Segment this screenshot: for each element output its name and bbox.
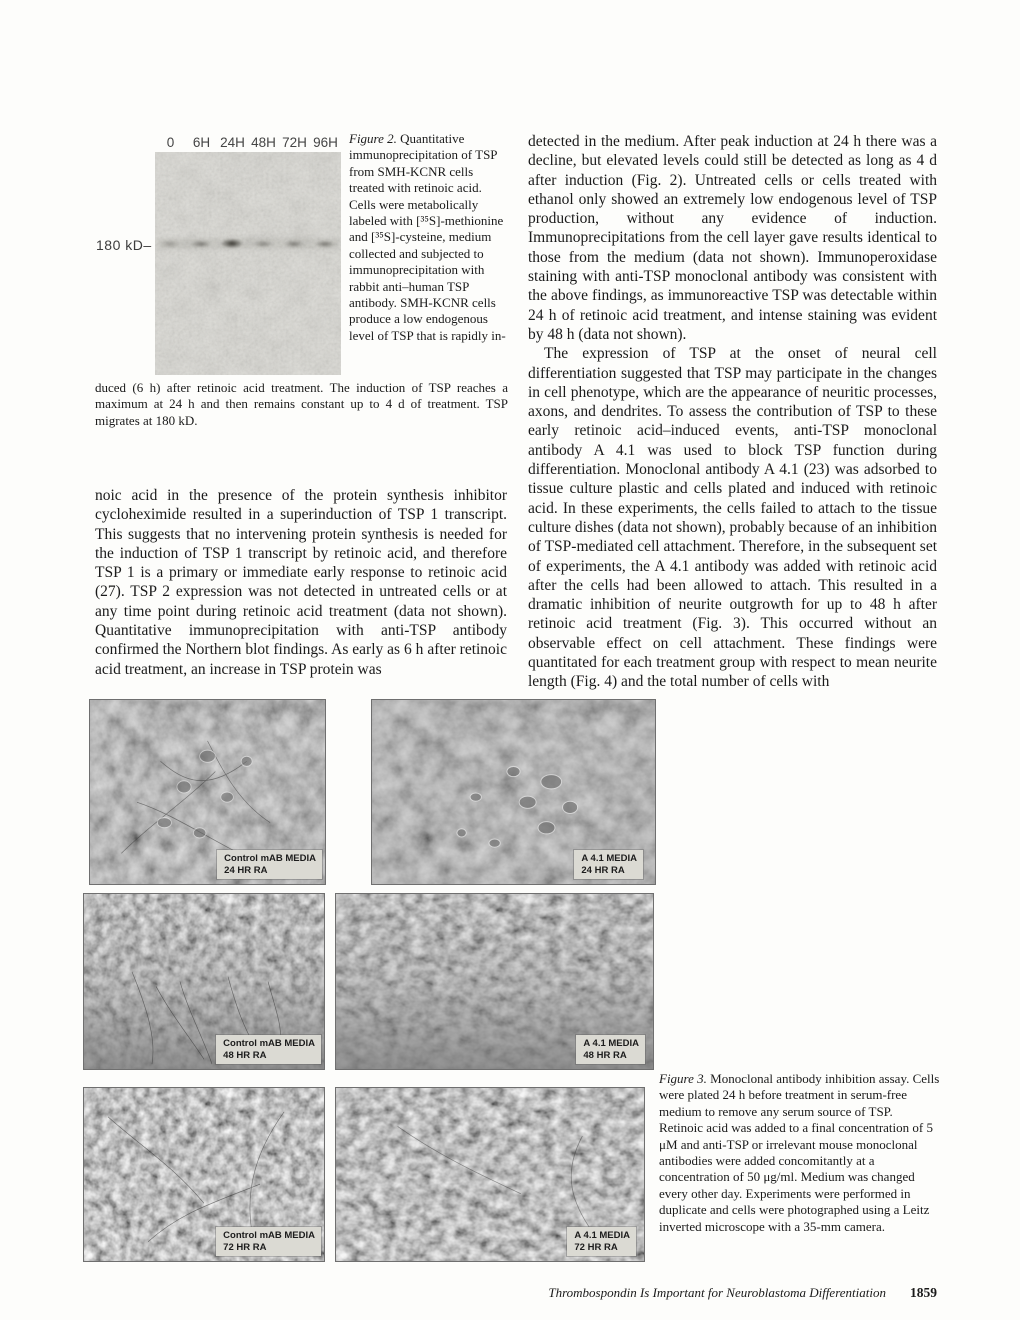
micrograph-panel-control-24h [90, 700, 325, 884]
panel-label-line2: 72 HR RA [223, 1241, 267, 1253]
gel-lane-label: 0 [166, 135, 175, 150]
gel-lane-label: 24H [220, 135, 245, 150]
running-title: Thrombospondin Is Important for Neuroblastoma Differentiation [548, 1285, 886, 1300]
panel-label-line1: Control mAB MEDIA [224, 853, 316, 864]
left-column-body [95, 486, 507, 679]
panel-label [217, 850, 322, 879]
gel-band-6h [188, 239, 214, 249]
panel-label [567, 1227, 636, 1256]
gel-lane-label: 6H [192, 135, 211, 150]
figure2-caption-bottom: duced (6 h) after retinoic acid treatment. The induction of TSP reaches a maximum at 24 h and then remains constant up to 4 d of treatment. TSP migrates at 180 kD. [95, 380, 508, 428]
gel-marker-label: 180 kD– [96, 237, 152, 253]
page-footer [420, 1285, 937, 1301]
micrograph-panel-a41-48h [336, 894, 653, 1069]
panel-label [574, 850, 643, 879]
panel-label [576, 1035, 645, 1064]
gel-lane-label: 96H [313, 135, 338, 150]
panel-label [216, 1035, 321, 1064]
figure2-caption-lead: Figure 2. [349, 131, 397, 146]
panel-label-line1: Control mAB MEDIA [223, 1230, 315, 1241]
panel-label-line1: A 4.1 MEDIA [574, 1230, 630, 1241]
panel-label-line1: Control mAB MEDIA [223, 1038, 315, 1049]
figure3-caption-lead: Figure 3. [659, 1071, 707, 1086]
gel-band-48h [250, 239, 276, 249]
figure3-caption [659, 1071, 940, 1235]
left-column-paragraph: noic acid in the presence of the protein synthesis inhibitor cycloheximide resulted in a superinduction of TSP 1 transcript. This suggests that no intervening protein synthesis is needed for the induction of TSP 1 transcript by retinoic acid, and therefore TSP 1 is a primary or immediate early response to retinoic acid (27). TSP 2 expression was not detected in untreated cells or at any time point during retinoic acid treatment (data not shown). Quantitative immunoprecipitation with anti-TSP antibody confirmed the Northern blot findings. As early as 6 h after retinoic acid treatment, an increase in TSP protein was [95, 487, 507, 678]
gel-band-0h [157, 239, 183, 249]
figure2-caption-side [349, 131, 507, 344]
gel-background [155, 152, 341, 375]
figure2-caption-side-text: Quantitative immunoprecipitation of TSP from SMH-KCNR cells treated with retinoic acid. Cells were metabolically labeled with [³⁵S]-methionine and [³⁵S]-cysteine, medium collected and subjected to immunoprecipitation with rabbit anti–human TSP antibody. SMH-KCNR cells produce a low endogenous level of TSP that is rapidly in- [349, 131, 506, 343]
gel-lane-labels [155, 135, 341, 151]
right-column-body [528, 132, 937, 692]
right-column-paragraph-2: The expression of TSP at the onset of neural cell differentiation suggested that TSP may participate in the changes in cell phenotype, which are the appearance of neuritic processes, axons, and dendrites. To assess the contribution of TSP to these early retinoic acid–induced events, anti-TSP monoclonal antibody A 4.1 was used to block TSP function during differentiation. Monoclonal antibody A 4.1 (23) was adsorbed to tissue culture plastic and cells plated and induced with retinoic acid. In these experiments, the cells failed to attach to the tissue culture dishes (data not shown), probably because of an inhibition of TSP-mediated cell attachment. Therefore, in the subsequent set of experiments, the A 4.1 antibody was added with retinoic acid after the cells had been allowed to attach. This resulted in a dramatic inhibition of neurite outgrowth for up to 48 h after retinoic acid treatment (Fig. 3). This occurred without an observable effect on cell attachment. These findings were quantitated for each treatment group with respect to mean neurite length (Fig. 4) and the total number of cells with [528, 345, 937, 691]
gel-band-72h [281, 239, 307, 249]
panel-label-line1: A 4.1 MEDIA [581, 853, 637, 864]
gel-band-96h [312, 239, 338, 249]
panel-label-line2: 72 HR RA [574, 1241, 618, 1253]
panel-label-line2: 48 HR RA [583, 1049, 627, 1061]
panel-label-line1: A 4.1 MEDIA [583, 1038, 639, 1049]
panel-label-line2: 24 HR RA [581, 864, 625, 876]
right-column-paragraph-1: detected in the medium. After peak induction at 24 h there was a decline, but elevated levels could still be detected as long as 4 d after induction (Fig. 2). Untreated cells or cells treated with ethanol only showed an extremely low endogenous level of TSP production, without any evidence of induction. Immunoprecipitations from the cell layer gave results identical to those from the medium (data not shown). Immunoperoxidase staining with anti-TSP monoclonal antibody was consistent with the above findings, as immunoreactive TSP was detectable within 24 h of retinoic acid treatment, and intense staining was evident by 48 h (data not shown). [528, 133, 937, 343]
micrograph-panel-a41-24h [372, 700, 655, 884]
micrograph-panel-a41-72h [336, 1088, 644, 1261]
gel-lane-label: 48H [251, 135, 276, 150]
gel-blot-image [155, 152, 341, 375]
gel-band-24h [217, 237, 247, 250]
panel-label-line2: 48 HR RA [223, 1049, 267, 1061]
page-number: 1859 [910, 1285, 937, 1300]
panel-label-line2: 24 HR RA [224, 864, 268, 876]
micrograph-panel-control-72h [84, 1088, 324, 1261]
micrograph-panel-control-48h [84, 894, 324, 1069]
panel-label [216, 1227, 321, 1256]
gel-lane-label: 72H [282, 135, 307, 150]
figure3-caption-text: Monoclonal antibody inhibition assay. Cells were plated 24 h before treatment in serum-free medium to remove any serum source of TSP. Retinoic acid was added to a final concentration of 5 μM and anti-TSP or irrelevant mouse monoclonal antibodies were added concomitantly at a concentration of 50 μg/ml. Medium was changed every other day. Experiments were performed in duplicate and cells were photographed using a Leitz inverted microscope with a 35-mm camera. [659, 1071, 940, 1234]
